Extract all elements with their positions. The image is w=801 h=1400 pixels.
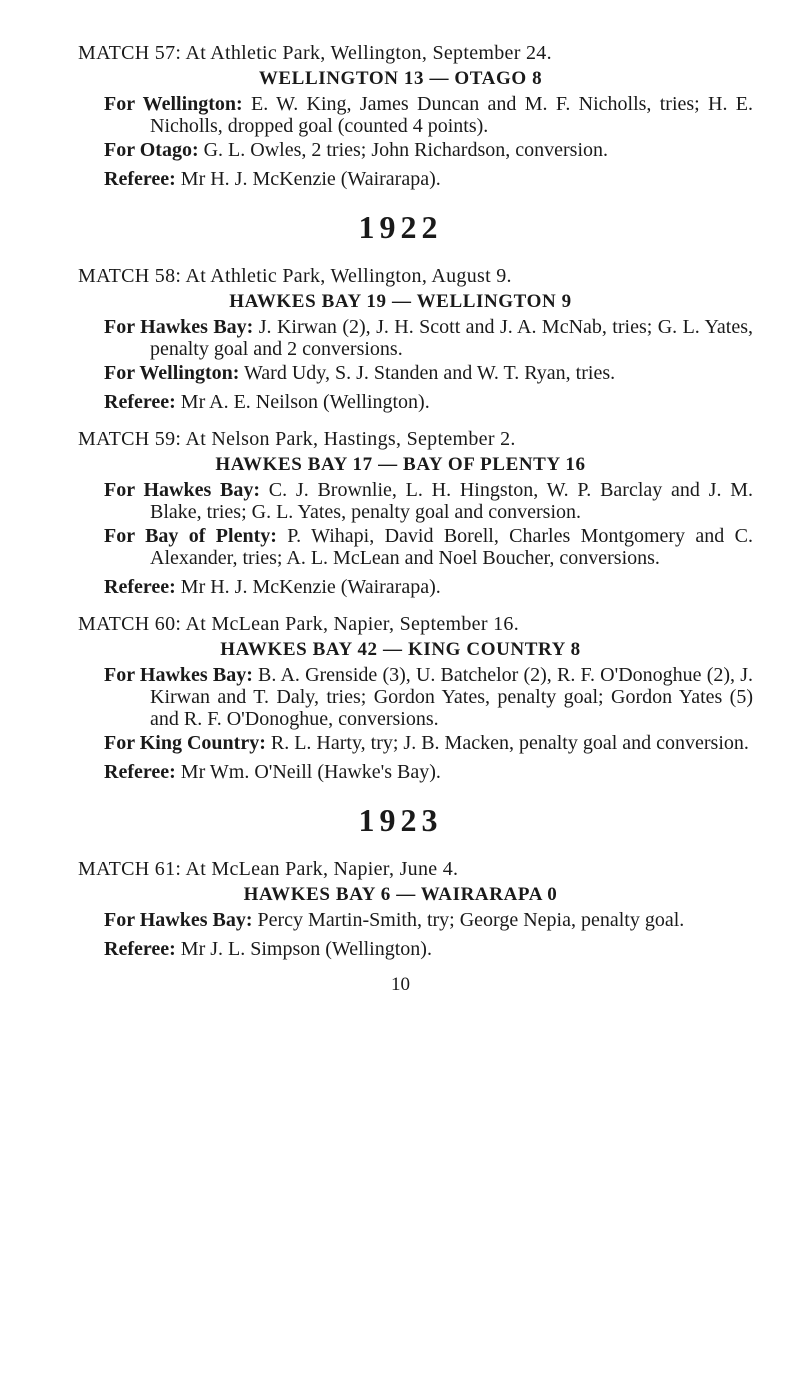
match-result: HAWKES BAY 6 — WAIRARAPA 0 — [243, 884, 558, 905]
referee-name: Mr A. E. Neilson (Wellington). — [175, 391, 430, 413]
scorers-text: B. A. Grenside (3), U. Batchelor (2), R. F. O'Donoghue (2), J. Kirwan and T. Daly, tries; Gordon Yates, penalty goal; Gordon Yates (5) and R. F. O'Donoghue, conversions. — [150, 664, 754, 730]
referee-label: Referee: — [104, 938, 176, 960]
match-header: MATCH 61: At McLean Park, Napier, June 4. — [78, 858, 459, 880]
referee-line — [78, 167, 753, 191]
referee-label: Referee: — [104, 761, 176, 783]
match-59 — [78, 426, 753, 599]
scorers-text: R. L. Harty, try; J. B. Macken, penalty goal and conversion. — [265, 732, 749, 754]
scorers-text: E. W. King, James Duncan and M. F. Nicholls, tries; H. E. Nicholls, dropped goal (counted 4 points). — [150, 93, 754, 137]
scorers-entry — [78, 909, 753, 931]
scorers-text: C. J. Brownlie, L. H. Hingston, W. P. Barclay and J. M. Blake, tries; G. L. Yates, penalty goal and conversion. — [150, 479, 753, 523]
referee-label: Referee: — [104, 391, 176, 413]
referee-line — [78, 937, 753, 961]
team-label: For Otago: — [104, 139, 199, 161]
match-header: MATCH 59: At Nelson Park, Hastings, September 2. — [78, 428, 516, 450]
match-result: HAWKES BAY 17 — BAY OF PLENTY 16 — [215, 454, 586, 475]
team-label: For Hawkes Bay: — [104, 479, 261, 501]
match-header: MATCH 58: At Athletic Park, Wellington, August 9. — [78, 265, 512, 287]
scorers-text: J. Kirwan (2), J. H. Scott and J. A. McNab, tries; G. L. Yates, penalty goal and 2 conversions. — [150, 316, 753, 360]
match-header: MATCH 60: At McLean Park, Napier, September 16. — [78, 613, 519, 635]
referee-label: Referee: — [104, 168, 176, 190]
match-result: HAWKES BAY 42 — KING COUNTRY 8 — [220, 639, 581, 660]
scorers-entry — [78, 362, 753, 384]
team-label: For King Country: — [104, 732, 266, 754]
year-heading-1922: 1922 — [358, 209, 443, 245]
match-result: HAWKES BAY 19 — WELLINGTON 9 — [229, 291, 572, 312]
team-label: For Wellington: — [104, 93, 243, 115]
scorers-entry — [78, 664, 753, 730]
year-heading-1923: 1923 — [358, 802, 443, 838]
match-57 — [78, 40, 753, 191]
scorers-entry — [78, 479, 753, 523]
match-header: MATCH 57: At Athletic Park, Wellington, September 24. — [78, 42, 552, 64]
scorers-entry — [78, 139, 753, 161]
team-label: For Wellington: — [104, 362, 240, 384]
page-number: 10 — [391, 974, 410, 995]
team-label: For Hawkes Bay: — [104, 316, 254, 338]
scorers-entry — [78, 525, 753, 569]
match-result: WELLINGTON 13 — OTAGO 8 — [258, 68, 543, 89]
scorers-text: Ward Udy, S. J. Standen and W. T. Ryan, tries. — [239, 362, 616, 384]
referee-line — [78, 575, 753, 599]
referee-name: Mr J. L. Simpson (Wellington). — [175, 938, 432, 960]
match-61 — [78, 856, 753, 961]
scorers-text: P. Wihapi, David Borell, Charles Montgomery and C. Alexander, tries; A. L. McLean and Noel Boucher, conversions. — [150, 525, 753, 569]
referee-name: Mr Wm. O'Neill (Hawke's Bay). — [175, 761, 441, 783]
referee-label: Referee: — [104, 576, 176, 598]
scorers-entry — [78, 732, 753, 754]
referee-name: Mr H. J. McKenzie (Wairarapa). — [175, 576, 441, 598]
referee-line — [78, 390, 753, 414]
team-label: For Hawkes Bay: — [104, 909, 253, 931]
scorers-entry — [78, 316, 753, 360]
match-58 — [78, 263, 753, 414]
scorers-text: G. L. Owles, 2 tries; John Richardson, conversion. — [198, 139, 608, 161]
team-label: For Bay of Plenty: — [104, 525, 277, 547]
scorers-text: Percy Martin-Smith, try; George Nepia, penalty goal. — [252, 909, 685, 931]
scorers-entry — [78, 93, 753, 137]
referee-line — [78, 760, 753, 784]
match-60 — [78, 611, 753, 784]
team-label: For Hawkes Bay: — [104, 664, 253, 686]
referee-name: Mr H. J. McKenzie (Wairarapa). — [175, 168, 441, 190]
